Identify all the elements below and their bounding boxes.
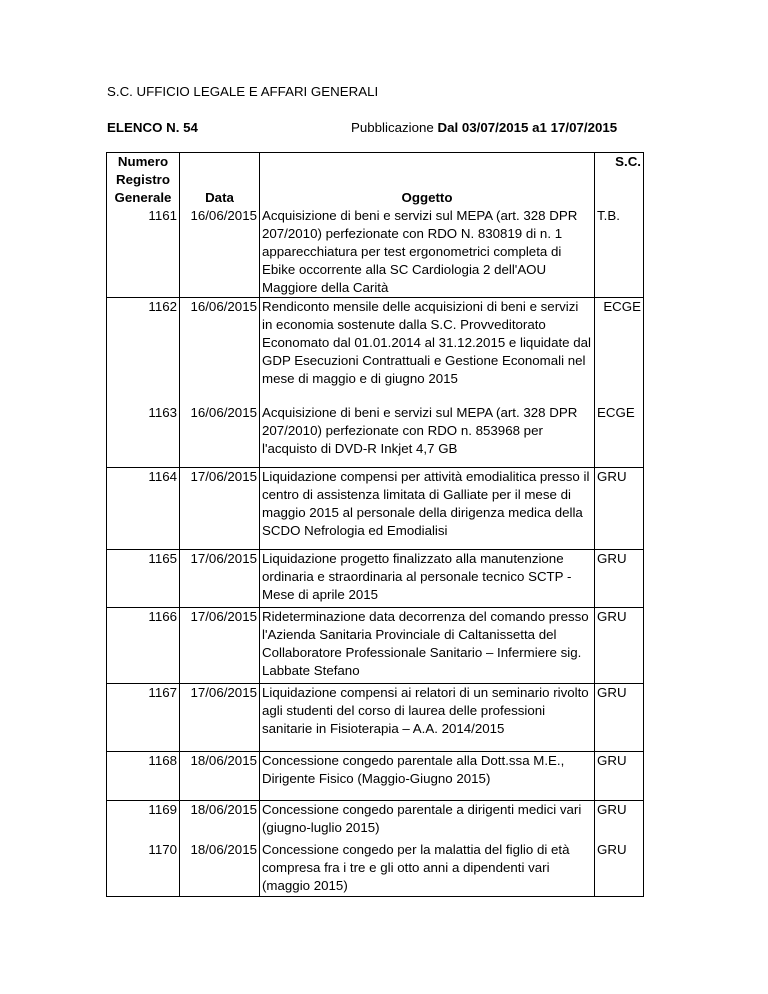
row-sc: GRU bbox=[595, 841, 644, 897]
row-date: 18/06/2015 bbox=[180, 841, 260, 897]
row-subject: Acquisizione di beni e servizi sul MEPA (art. 328 DPR 207/2010) perfezionate con RDO N. 830819 di n. 1 apparecchiatura per test ergonometrici completa di Ebike occorrente alla SC Cardiologia 2 dell'AOU Maggiore della Carità bbox=[260, 207, 595, 298]
row-subject: Liquidazione progetto finalizzato alla manutenzione ordinaria e straordinaria al personale tecnico SCTP - Mese di aprile 2015 bbox=[260, 550, 595, 608]
row-date: 18/06/2015 bbox=[180, 752, 260, 801]
table-row bbox=[107, 608, 644, 684]
row-subject: Concessione congedo parentale a dirigenti medici vari (giugno-luglio 2015) bbox=[260, 801, 595, 841]
row-sc: GRU bbox=[595, 468, 644, 550]
row-subject: Rideterminazione data decorrenza del comando presso l'Azienda Sanitaria Provinciale di Caltanissetta del Collaboratore Professionale Sanitario – Infermiere sig. Labbate Stefano bbox=[260, 608, 595, 684]
row-subject: Concessione congedo per la malattia del figlio di età compresa fra i tre e gli otto anni a dipendenti vari (maggio 2015) bbox=[260, 841, 595, 897]
header-numero: Numero Registro Generale bbox=[107, 153, 180, 208]
row-number: 1168 bbox=[107, 752, 180, 801]
row-number: 1161 bbox=[107, 207, 180, 298]
register-table bbox=[106, 152, 644, 897]
table-row bbox=[107, 550, 644, 608]
table-header-row bbox=[107, 153, 644, 208]
row-subject: Concessione congedo parentale alla Dott.ssa M.E., Dirigente Fisico (Maggio-Giugno 2015) bbox=[260, 752, 595, 801]
publication-range: Dal 03/07/2015 a1 17/07/2015 bbox=[437, 120, 618, 135]
row-subject: Liquidazione compensi ai relatori di un seminario rivolto agli studenti del corso di laurea delle professioni sanitarie in Fisioterapia – A.A. 2014/2015 bbox=[260, 684, 595, 752]
row-number: 1165 bbox=[107, 550, 180, 608]
row-sc: T.B. bbox=[595, 207, 644, 298]
row-number: 1163 bbox=[107, 404, 180, 468]
row-subject: Acquisizione di beni e servizi sul MEPA (art. 328 DPR 207/2010) perfezionate con RDO n. 853968 per l'acquisto di DVD-R Inkjet 4,7 GB bbox=[260, 404, 595, 468]
row-number: 1162 bbox=[107, 298, 180, 404]
row-sc: GRU bbox=[595, 550, 644, 608]
row-date: 18/06/2015 bbox=[180, 801, 260, 841]
row-date: 17/06/2015 bbox=[180, 550, 260, 608]
row-number: 1166 bbox=[107, 608, 180, 684]
row-date: 17/06/2015 bbox=[180, 468, 260, 550]
publication-label: Pubblicazione bbox=[351, 120, 434, 135]
table-row bbox=[107, 404, 644, 468]
row-date: 16/06/2015 bbox=[180, 298, 260, 404]
office-title: S.C. UFFICIO LEGALE E AFFARI GENERALI bbox=[107, 84, 379, 99]
header-sc: S.C. bbox=[595, 153, 644, 208]
row-date: 17/06/2015 bbox=[180, 608, 260, 684]
row-subject: Rendiconto mensile delle acquisizioni di beni e servizi in economia sostenute dalla S.C. Provveditorato Economato dal 01.01.2014 al 31.12.2015 e liquidate dal GDP Esecuzioni Contrattuali e Gestione Economali nel mese di maggio e di giugno 2015 bbox=[260, 298, 595, 404]
row-sc: GRU bbox=[595, 752, 644, 801]
row-number: 1167 bbox=[107, 684, 180, 752]
table-row bbox=[107, 841, 644, 897]
row-number: 1169 bbox=[107, 801, 180, 841]
row-sc: GRU bbox=[595, 684, 644, 752]
list-info bbox=[107, 120, 618, 135]
table-row bbox=[107, 468, 644, 550]
row-date: 17/06/2015 bbox=[180, 684, 260, 752]
row-subject: Liquidazione compensi per attività emodialitica presso il centro di assistenza limitata di Galliate per il mese di maggio 2015 al personale della dirigenza medica della SCDO Nefrologia ed Emodialisi bbox=[260, 468, 595, 550]
header-oggetto: Oggetto bbox=[260, 153, 595, 208]
elenco-number: ELENCO N. 54 bbox=[107, 120, 198, 135]
table-row bbox=[107, 752, 644, 801]
row-number: 1164 bbox=[107, 468, 180, 550]
row-sc: ECGE bbox=[595, 404, 644, 468]
row-number: 1170 bbox=[107, 841, 180, 897]
row-sc: GRU bbox=[595, 608, 644, 684]
table-row bbox=[107, 207, 644, 298]
table-row bbox=[107, 801, 644, 841]
row-date: 16/06/2015 bbox=[180, 207, 260, 298]
row-date: 16/06/2015 bbox=[180, 404, 260, 468]
row-sc: GRU bbox=[595, 801, 644, 841]
table-row bbox=[107, 298, 644, 404]
row-sc: ECGE bbox=[595, 298, 644, 404]
header-data: Data bbox=[180, 153, 260, 208]
publication-info bbox=[351, 120, 617, 135]
table-row bbox=[107, 684, 644, 752]
